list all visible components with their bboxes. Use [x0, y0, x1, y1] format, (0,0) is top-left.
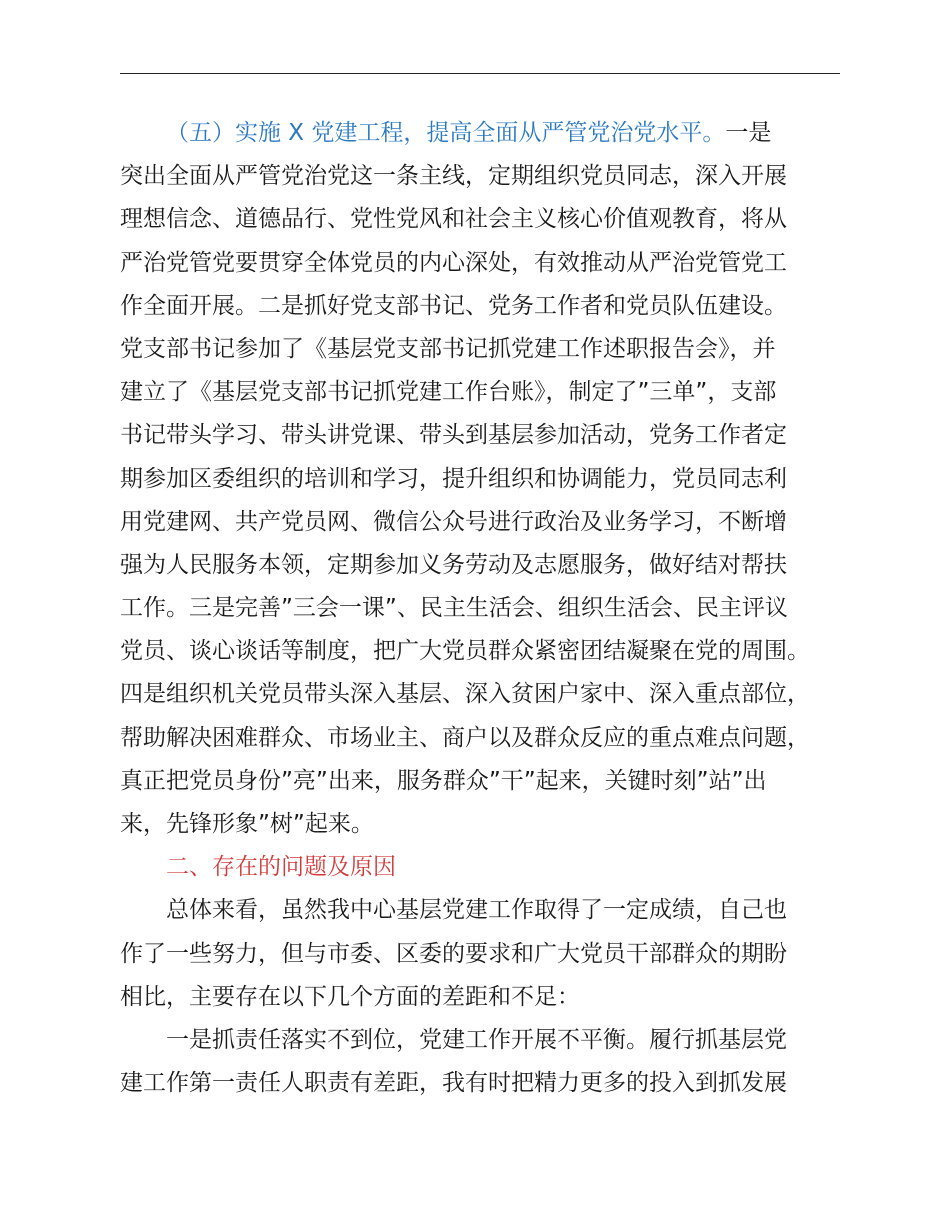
point1-first: [120, 1019, 845, 1062]
section5-line: 严治党管党要贯穿全体党员的内心深处，有效推动从严治党管党工: [120, 249, 787, 276]
section5-line: 工作。三是完善”三会一课”、民主生活会、组织生活会、民主评议: [120, 595, 788, 622]
section2-intro-first: [120, 889, 845, 932]
section2-heading: 二、存在的问题及原因: [166, 854, 396, 881]
section5-first-line: [120, 112, 845, 155]
section5-line: 用党建网、共产党员网、微信公众号进行政治及业务学习，不断增: [120, 508, 787, 535]
section5-line: 来，先锋形象”树”起来。: [120, 811, 374, 837]
section5-line: 四是组织机关党员带头深入基层、深入贫困户家中、深入重点部位，: [120, 681, 810, 708]
section5-line: 理想信念、道德品行、党性党风和社会主义核心价值观教育，将从: [120, 206, 787, 233]
section5-line: 党支部书记参加了《基层党支部书记抓党建工作述职报告会》，并: [120, 335, 776, 362]
section5-line: 一是: [725, 120, 772, 146]
section5-line: 作全面开展。二是抓好党支部书记、党务工作者和党员队伍建设。: [120, 292, 787, 319]
section2-heading-line: [120, 846, 845, 889]
section5-line: 突出全面从严管党治党这一条主线，定期组织党员同志，深入开展: [120, 163, 787, 190]
section5-line: 强为人民服务本领，定期参加义务劳动及志愿服务，做好结对帮扶: [120, 551, 787, 578]
section5-heading: （五）实施 X 党建工程，提高全面从严管党治党水平。: [166, 120, 726, 146]
section5-line: 书记带头学习、带头讲党课、带头到基层参加活动，党务工作者定: [120, 422, 787, 449]
section2-intro-line: 总体来看，虽然我中心基层党建工作取得了一定成绩，自己也: [166, 897, 787, 924]
section5-line: 党员、谈心谈话等制度，把广大党员群众紧密团结凝聚在党的周围。: [120, 638, 810, 665]
section2-intro-line: 相比，主要存在以下几个方面的差距和不足：: [120, 983, 580, 1010]
section2-intro-line: 作了一些努力，但与市委、区委的要求和广大党员干部群众的期盼: [120, 940, 787, 967]
document-body: [120, 112, 845, 1105]
header-rule: [120, 73, 840, 74]
point1-line: 一是抓责任落实不到位，党建工作开展不平衡。履行抓基层党: [166, 1026, 787, 1053]
section5-line: 真正把党员身份”亮”出来，服务群众”干”起来，关键时刻”站”出: [120, 767, 767, 794]
point1-line: 建工作第一责任人职责有差距，我有时把精力更多的投入到抓发展: [120, 1070, 787, 1097]
section5-line: 帮助解决困难群众、市场业主、商户以及群众反应的重点难点问题，: [120, 724, 810, 751]
section5-line: 期参加区委组织的培训和学习，提升组织和协调能力，党员同志利: [120, 465, 787, 492]
section5-line: 建立了《基层党支部书记抓党建工作台账》，制定了”三单”，支部: [120, 379, 777, 406]
